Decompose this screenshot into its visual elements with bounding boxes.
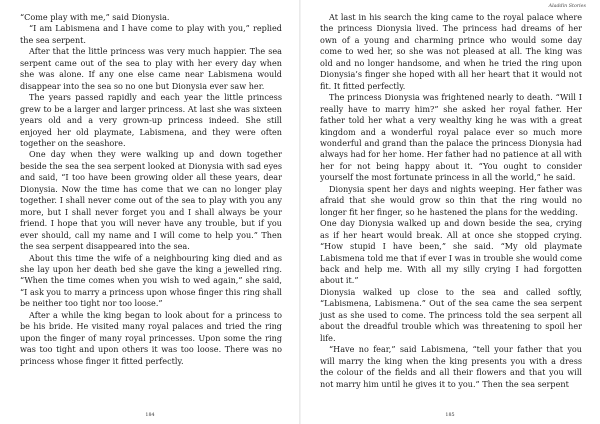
running-head: Aladdin Stories — [548, 4, 586, 9]
right-page — [300, 0, 600, 424]
paragraph: One day Dionysia walked up and down beside the sea, crying as if her heart would break. All at once she stopped crying. “How stupid I have been,” she said. “My old playmate Labismena told me that if ever I was in trouble she would come back and help me. With all my silly crying I had forgotten about it.” — [320, 218, 582, 286]
paragraph: The years passed rapidly and each year the little princess grew to be a larger and larger princess. At last she was sixteen years old and a very grown-up princess indeed. She still enjoyed her old playmate, Labismena, and they were often together on the seashore. — [20, 92, 282, 148]
left-page-text — [20, 12, 282, 367]
paragraph: After a while the king began to look about for a princess to be his bride. He visited many royal palaces and tried the ring upon the finger of many royal princesses. Upon some the ring was too tight and upon others it was too loose. There was no princess whose finger it fitted perfectly. — [20, 309, 282, 366]
paragraph: Dionysia spent her days and nights weeping. Her father was afraid that she would grow so thin that the ring would no longer fit her finger, so he hastened the plans for the wedding. — [320, 183, 582, 217]
paragraph: “Come play with me,” said Dionysia. — [20, 12, 170, 22]
right-page-text — [320, 12, 582, 390]
paragraph: “Have no fear,” said Labismena, “tell your father that you will marry the king when the king presents you with a dress the colour of the fields and all their flowers and that you will not marry him until he gives it to you.” Then the sea serpent — [320, 344, 582, 389]
page-number-left: 184 — [145, 413, 155, 418]
paragraph: About this time the wife of a neighbouring king died and as she lay upon her death bed she gave the king a jewelled ring. “When the time comes when you wish to wed again,” she said, “I ask you to marry a princess upon whose finger this ring shall be neither too tight nor too loose.” — [20, 252, 282, 309]
paragraph: Dionysia walked up close to the sea and called softly, “Labismena, Labismena.” Out of the sea came the sea serpent just as she used to come. The princess told the sea serpent all about the dreadful trouble which was threatening to spoil her life. — [320, 286, 582, 343]
paragraph: One day when they were walking up and down together beside the sea the sea serpent looked at Dionysia with sad eyes and said, “I too have been growing older all these years, dear Dionysia. Now the time has come that we can no longer play together. I shall never come out of the sea to play with you any more, but I shall never forget you and I shall always be your friend. I hope that you will never have any trouble, but if you ever should, call my name and I will come to help you.” Then the sea serpent disappeared into the sea. — [20, 149, 282, 252]
paragraph: At last in his search the king came to the royal palace where the princess Dionysia lived. The princess had dreams of her own of a young and charming prince who would some day come to wed her, so she was not pleased at all. The king was old and no longer handsome, and when he tried the ring upon Dionysia’s finger she hoped with all her heart that it would not fit. It fitted perfectly. — [320, 12, 582, 91]
paragraph: “I am Labismena and I have come to play with you,” replied the sea serpent. — [20, 23, 282, 45]
paragraph: After that the little princess was very much happier. The sea serpent came out of the sea to play with her every day when she was alone. If any one else came near Labismena would disappear into the sea so no one but Dionysia ever saw her. — [20, 46, 282, 91]
page-number-right: 185 — [445, 413, 455, 418]
paragraph: The princess Dionysia was frightened nearly to death. “Will I really have to marry him?” she asked her royal father. Her father told her what a very wealthy king he was with a great kingdom and a wonderful royal palace ever so much more wonderful and grand than the palace the princess Dionysia had always had for her home. Her father had no patience at all with her for not being happy about it. “You ought to consider yourself the most fortunate princess in all the world,” he said. — [320, 92, 582, 183]
